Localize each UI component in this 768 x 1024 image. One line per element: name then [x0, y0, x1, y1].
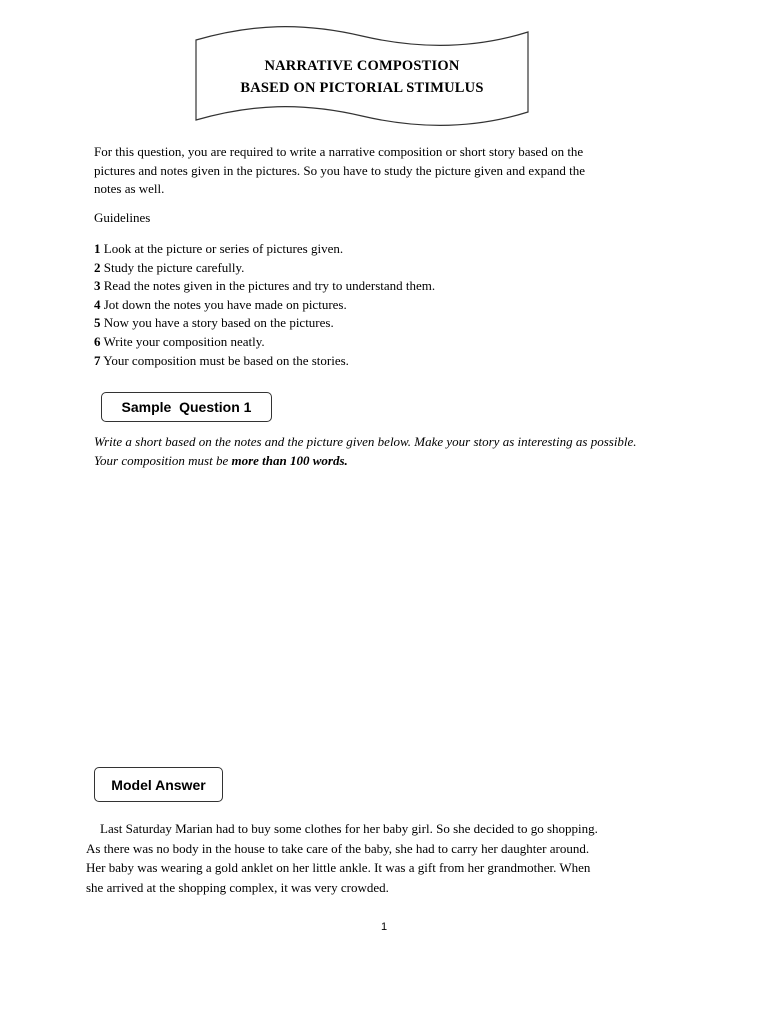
- scroll-banner-shape: [192, 26, 532, 128]
- guideline-item: 6 Write your composition neatly.: [94, 333, 265, 349]
- picture-area: [94, 480, 654, 750]
- model-answer-line: As there was no body in the house to take care of the baby, she had to carry her daughter around.: [86, 840, 590, 856]
- model-answer-line: Her baby was wearing a gold anklet on her little ankle. It was a gift from her grandmother. When: [86, 860, 591, 875]
- guideline-item: 4 Jot down the notes you have made on pictures.: [94, 296, 347, 312]
- instruction-text: Write a short based on the notes and the picture given below. Make your story as interesting as possible. Your composition must be: [94, 434, 637, 468]
- sample-instruction: [94, 432, 654, 470]
- intro-line: pictures and notes given in the pictures. So you have to study the picture given and expand the: [94, 162, 585, 178]
- page-number: 1: [380, 921, 388, 933]
- instruction-emphasis: more than 100 words.: [231, 453, 348, 468]
- guideline-item: 7 Your composition must be based on the stories.: [94, 352, 349, 368]
- sample-question-label: Sample Question 1: [101, 392, 272, 422]
- intro-paragraph: [94, 143, 585, 199]
- intro-line: notes as well.: [94, 181, 165, 196]
- model-answer-label: Model Answer: [94, 767, 223, 802]
- guideline-item: 2 Study the picture carefully.: [94, 259, 245, 275]
- guideline-item: 5 Now you have a story based on the pictures.: [94, 315, 334, 331]
- title-banner: [192, 26, 532, 128]
- title-line-1: NARRATIVE COMPOSTION: [264, 58, 460, 74]
- model-answer-paragraph: [86, 819, 598, 897]
- guideline-item: 1 Look at the picture or series of pictures given.: [94, 241, 344, 256]
- model-answer-line: she arrived at the shopping complex, it was very crowded.: [86, 879, 389, 895]
- intro-line: For this question, you are required to write a narrative composition or short story based on the: [94, 144, 584, 159]
- model-answer-line: Last Saturday Marian had to buy some clothes for her baby girl. So she decided to go shopping.: [100, 821, 598, 836]
- guideline-item: 3 Read the notes given in the pictures and try to understand them.: [94, 278, 436, 294]
- guidelines-heading: Guidelines: [94, 210, 151, 225]
- guidelines-list: [94, 240, 435, 370]
- title-line-2: BASED ON PICTORIAL STIMULUS: [240, 80, 484, 96]
